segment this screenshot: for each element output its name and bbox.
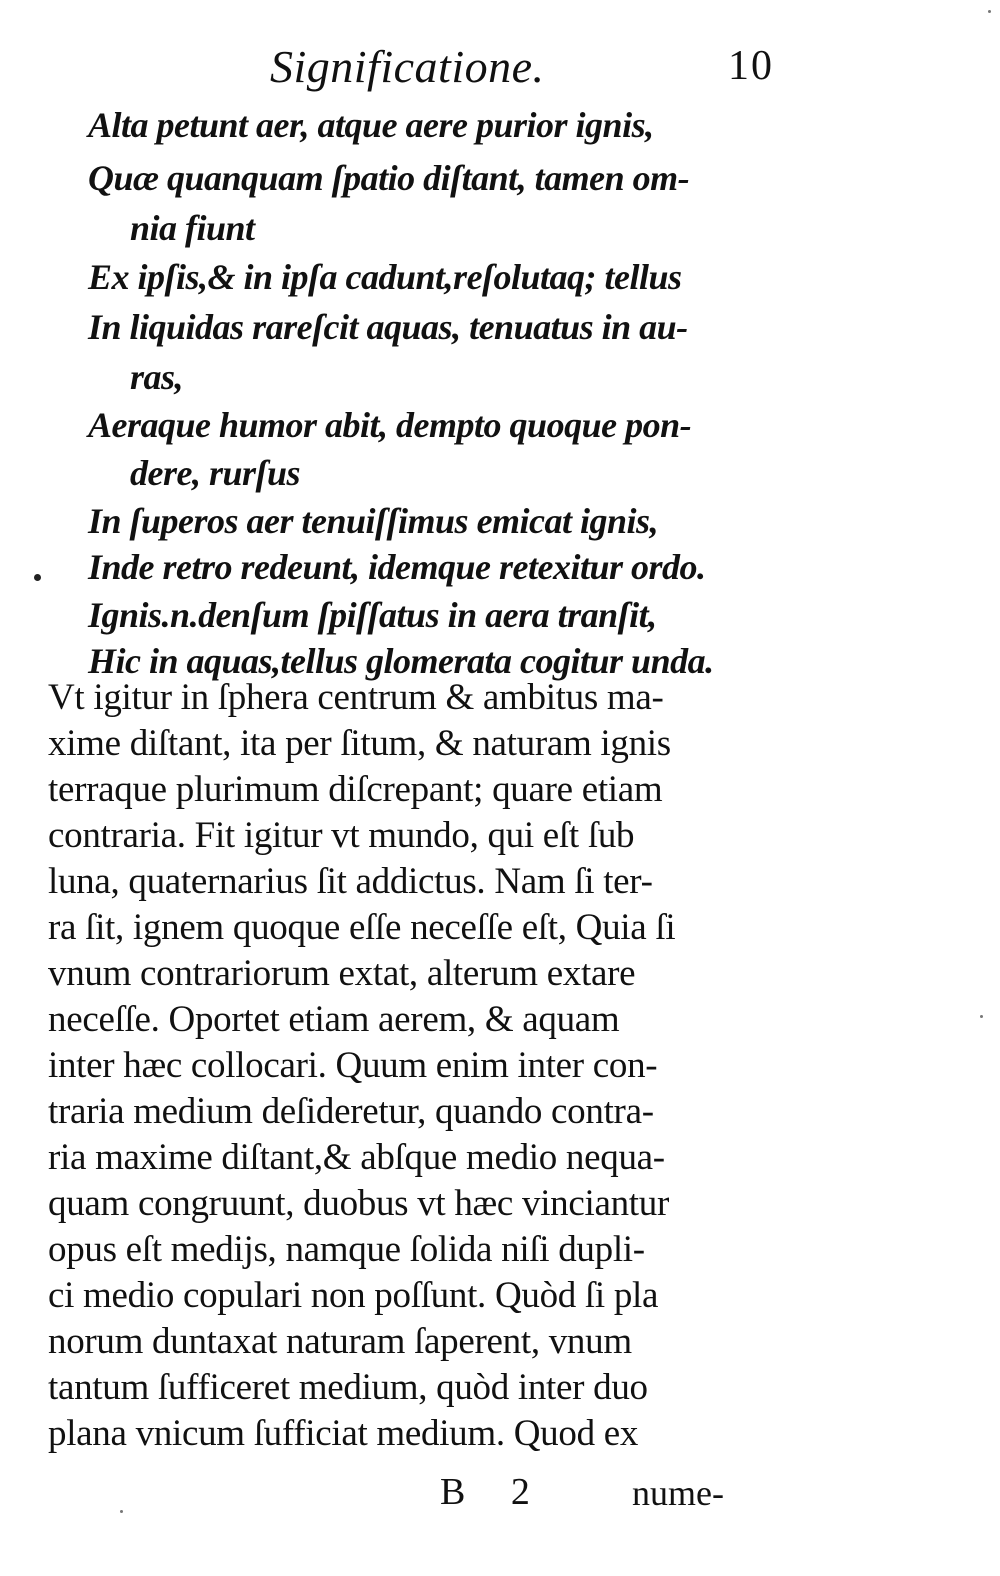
- prose-line: neceſſe. Oportet etiam aerem, & aquam: [48, 999, 620, 1040]
- prose-line: plana vnicum ſufficiat medium. Quod ex: [48, 1413, 639, 1454]
- verse-line: dere, rurſus: [130, 453, 301, 493]
- verse-line: Alta petunt aer, atque aere purior ignis,: [88, 105, 654, 145]
- page-footer: [0, 1470, 1000, 1530]
- prose-line: Vt igitur in ſphera centrum & ambitus ma-: [48, 677, 664, 718]
- verse-line: Ignis.n.denſum ſpiſſatus in aera tranſit,: [88, 595, 657, 635]
- verse-line: nia fiunt: [130, 208, 255, 248]
- prose-line: inter hæc collocari. Quum enim inter con-: [48, 1045, 658, 1086]
- catchword: nume-: [632, 1473, 724, 1513]
- prose-line: quam congruunt, duobus vt hæc vinciantur: [48, 1183, 670, 1224]
- verse-line: Quæ quanquam ſpatio diſtant, tamen om-: [88, 158, 690, 198]
- verse-line: In ſuperos aer tenuiſſimus emicat ignis,: [88, 501, 659, 541]
- prose-line: vnum contrariorum extat, alterum extare: [48, 953, 636, 994]
- signature-mark: B 2: [440, 1471, 548, 1513]
- prose-line: terraque plurimum diſcrepant; quare etiam: [48, 769, 663, 810]
- verse-line: Inde retro redeunt, idemque retexitur ordo.: [88, 547, 706, 587]
- ink-speck: [988, 10, 991, 13]
- verse-line: Ex ipſis,& in ipſa cadunt,reſolutaq; tellus: [88, 257, 682, 297]
- page-number: 10: [728, 43, 774, 89]
- running-title: Significatione.: [270, 41, 545, 92]
- prose-line: ria maxime diſtant,& abſque medio nequa-: [48, 1137, 665, 1178]
- prose-line: traria medium deſideretur, quando contra-: [48, 1091, 654, 1132]
- verse-line: Hic in aquas,tellus glomerata cogitur unda.: [88, 641, 714, 681]
- verse-line: Aeraque humor abit, dempto quoque pon-: [88, 405, 692, 445]
- verse-line: ras,: [130, 357, 184, 397]
- verse-line: In liquidas rareſcit aquas, tenuatus in au-: [88, 307, 688, 347]
- ink-speck: [34, 574, 41, 581]
- ink-speck: [120, 1510, 123, 1513]
- prose-line: ra ſit, ignem quoque eſſe neceſſe eſt, Quia ſi: [48, 907, 676, 948]
- prose-line: xime diſtant, ita per ſitum, & naturam ignis: [48, 723, 671, 764]
- page-header: [0, 40, 1000, 100]
- prose-line: ci medio copulari non poſſunt. Quòd ſi pla: [48, 1275, 659, 1316]
- prose-line: opus eſt medijs, namque ſolida niſi dupli-: [48, 1229, 645, 1270]
- prose-line: luna, quaternarius ſit addictus. Nam ſi ter-: [48, 861, 653, 902]
- prose-line: tantum ſufficeret medium, quòd inter duo: [48, 1367, 648, 1408]
- prose-line: norum duntaxat naturam ſaperent, vnum: [48, 1321, 632, 1362]
- prose-line: contraria. Fit igitur vt mundo, qui eſt ſub: [48, 815, 635, 856]
- ink-speck: [980, 1015, 983, 1018]
